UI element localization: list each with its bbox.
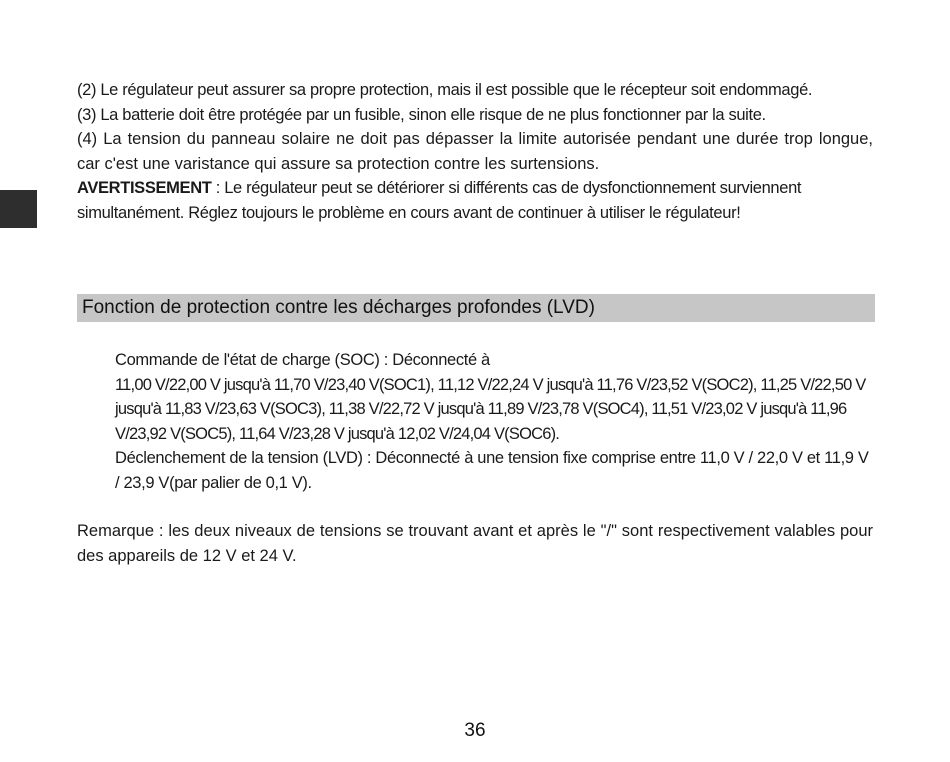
warning-text: : Le régulateur peut se détériorer si différents cas de dysfonctionnement surviennent simultanément. Réglez toujours le problème en cours avant de continuer à utiliser le régulateur! bbox=[77, 179, 802, 222]
note-2: (2) Le régulateur peut assurer sa propre protection, mais il est possible que le récepteur soit endommagé. bbox=[77, 81, 813, 99]
chapter-tab-marker bbox=[0, 190, 37, 228]
note-4: (4) La tension du panneau solaire ne doit pas dépasser la limite autorisée pendant une durée trop longue, car c'est une varistance qui assure sa protection contre les surtensions. bbox=[77, 130, 873, 173]
remark-block bbox=[77, 519, 873, 568]
page-number: 36 bbox=[464, 720, 486, 741]
remark-text: Remarque : les deux niveaux de tensions se trouvant avant et après le "/" sont respectivement valables pour des appareils de 12 V et 24 V. bbox=[77, 522, 873, 565]
section-title: Fonction de protection contre les décharges profondes (LVD) bbox=[82, 297, 595, 318]
warning-paragraph bbox=[77, 176, 873, 225]
note-3: (3) La batterie doit être protégée par un fusible, sinon elle risque de ne plus fonctionner par la suite. bbox=[77, 105, 766, 124]
lvd-details bbox=[115, 348, 875, 495]
warning-label: AVERTISSEMENT bbox=[77, 179, 212, 197]
section-header bbox=[77, 294, 875, 322]
voltage-trigger: Déclenchement de la tension (LVD) : Déconnecté à une tension fixe comprise entre 11,0 V / 22,0 V et 11,9 V / 23,9 V(par palier de 0,1 V). bbox=[115, 449, 869, 492]
soc-values: 11,00 V/22,00 V jusqu'à 11,70 V/23,40 V(SOC1), 11,12 V/22,24 V jusqu'à 11,76 V/23,52 V(SOC2), 11,25 V/22,50 V jusqu'à 11,83 V/23,63 V(SOC3), 11,38 V/22,72 V jusqu'à 11,89 V/23,78 V(SOC4), 11,51 V/23,02 V jusqu'à 11,96 V/23,92 V(SOC5), 11,64 V/23,28 V jusqu'à 12,02 V/24,04 V(SOC6). bbox=[115, 375, 866, 443]
intro-notes bbox=[77, 78, 873, 225]
soc-heading: Commande de l'état de charge (SOC) : Déconnecté à bbox=[115, 351, 490, 369]
